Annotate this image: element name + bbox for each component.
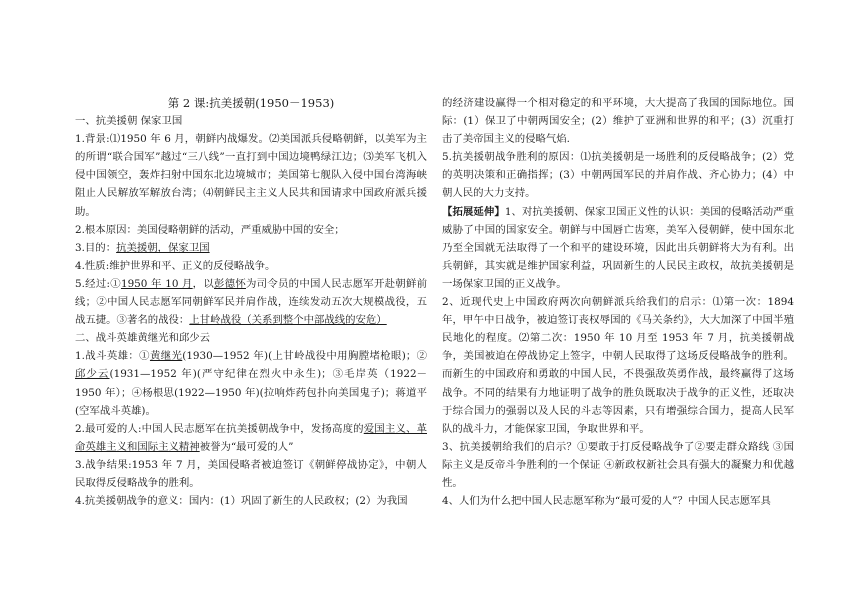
two-deployments-paragraph: 2、近现代史上中国政府两次向朝鲜派兵给我们的启示：⑴第一次：1894 年，甲午中日战争，被迫签订丧权辱国的《马关条约》，大大加深了中国半殖民地化的程度。⑵第二次：1950 年 10 月至 1953 年 7 月，抗美援朝战争，美国被迫在停战协定上签字，中朝人民取得了这场反侵略战争的胜利。而新生的中国政府和勇敢的中国人民，不畏强敌英勇作战，最终赢得了这场战争。不同的结果有力地证明了战争的胜负既取决于战争的正义性，还取决于综合国力的强弱以及人民的斗志等因素，只有增强综合国力，提高人民军队的战斗力，才能保家卫国，争取世界和平。 <box>442 296 794 435</box>
nature-paragraph: 4.性质:维护世界和平、正义的反侵略战争。 <box>75 259 276 272</box>
background-paragraph: 1.背景:⑴1950 年 6 月，朝鲜内战爆发。⑵美国派兵侵略朝鲜，以美军为主的所谓“联合国军”越过“三八线”一直打到中国边境鸭绿江边；⑶美军飞机入侵中国领空，轰炸扫射中国东北边境城市；美国第七舰队入侵中国台湾海峡阻止人民解放军解放台湾；⑷朝鲜民主主义人民共和国请求中国政府派兵援助。 <box>75 133 427 218</box>
loveliest-question-paragraph: 4、人们为什么把中国人民志愿军称为“最可爱的人”？中国人民志愿军具 <box>442 495 771 508</box>
war-result-paragraph: 3.战争结果:1953 年 7 月，美国侵略者被迫签订《朝鲜停战协定》，中朝人民取得反侵略战争的胜利。 <box>75 458 427 489</box>
section-2-heading: 二、战斗英雄黄继光和邱少云 <box>75 332 211 345</box>
section-1-heading: 一、抗美援朝 保家卫国 <box>75 115 183 128</box>
purpose-underlined: 抗美援朝，保家卫国 <box>116 241 210 254</box>
right-column <box>442 94 794 510</box>
significance-paragraph: 4.抗美援朝战争的意义：国内：(1）巩固了新生的人民政权；(2）为我国 <box>75 495 408 508</box>
process-paragraph: 5.经过:①1950 年 10 月，以彭德怀为司令员的中国人民志愿军开赴朝鲜前线；②中国人民志愿军同朝鲜军民并肩作战，连续发动五次大规模战役，五战五捷。③著名的战役：上甘岭战役（关系到整个中部战线的安危） <box>75 277 428 327</box>
heroes-paragraph: 1.战斗英雄：①黄继光(1930—1952 年)(上甘岭战役中用胸膛堵枪眼)；②邱少云(1931—1952 年)(严守纪律在烈火中永生)；③毛岸英（1922－1950 年）；④杨根思(1922—1950 年)(拉响炸药包扑向美国鬼子)；蒋道平(空军战斗英雄)。 <box>75 350 428 417</box>
victory-reasons-paragraph: 5.抗美援朝战争胜利的原因：⑴抗美援朝是一场胜利的反侵略战争；(2）党的英明决策和正确指挥；(3）中朝两国军民的并肩作战、齐心协力；(4）中朝人民的大力支持。 <box>442 151 794 200</box>
extension-paragraph: 【拓展延伸】1、对抗美援朝、保家卫国正义性的认识：美国的侵略活动严重威胁了中国的国家安全。朝鲜与中国唇亡齿寒，美军入侵朝鲜，使中国东北乃至全国就无法取得了一个和平的建设环境，因此出兵朝鲜将大为有利。出兵朝鲜，其实就是维护国家利益，巩固新生的人民民主政权，故抗美援朝是一场保家卫国的正义战争。 <box>442 205 795 290</box>
extension-label: 【拓展延伸】 <box>442 205 505 218</box>
lessons-paragraph: 3、抗美援朝给我们的启示？①要敢于打反侵略战争了②要走群众路线 ③国际主义是反帝斗争胜利的一个保证 ④新政权新社会具有强大的凝聚力和优越性。 <box>442 440 794 489</box>
significance-continued: 的经济建设赢得一个相对稳定的和平环境，大大提高了我国的国际地位。国际：(1）保卫了中朝两国安全；(2）维护了亚洲和世界的和平；(3）沉重打击了美帝国主义的侵略气焰. <box>442 97 794 146</box>
page-title: 第 2 课:抗美援朝(1950－1953) <box>167 96 335 110</box>
purpose-paragraph: 3.目的：抗美援朝，保家卫国 <box>75 241 210 254</box>
root-cause-paragraph: 2.根本原因：美国侵略朝鲜的活动，严重威胁中国的安全； <box>75 223 345 236</box>
left-column <box>75 94 427 510</box>
loveliest-people-paragraph: 2.最可爱的人:中国人民志愿军在抗美援朝战争中，发扬高度的爱国主义、革命英雄主义和国际主义精神被誉为“最可爱的人” <box>75 422 427 453</box>
